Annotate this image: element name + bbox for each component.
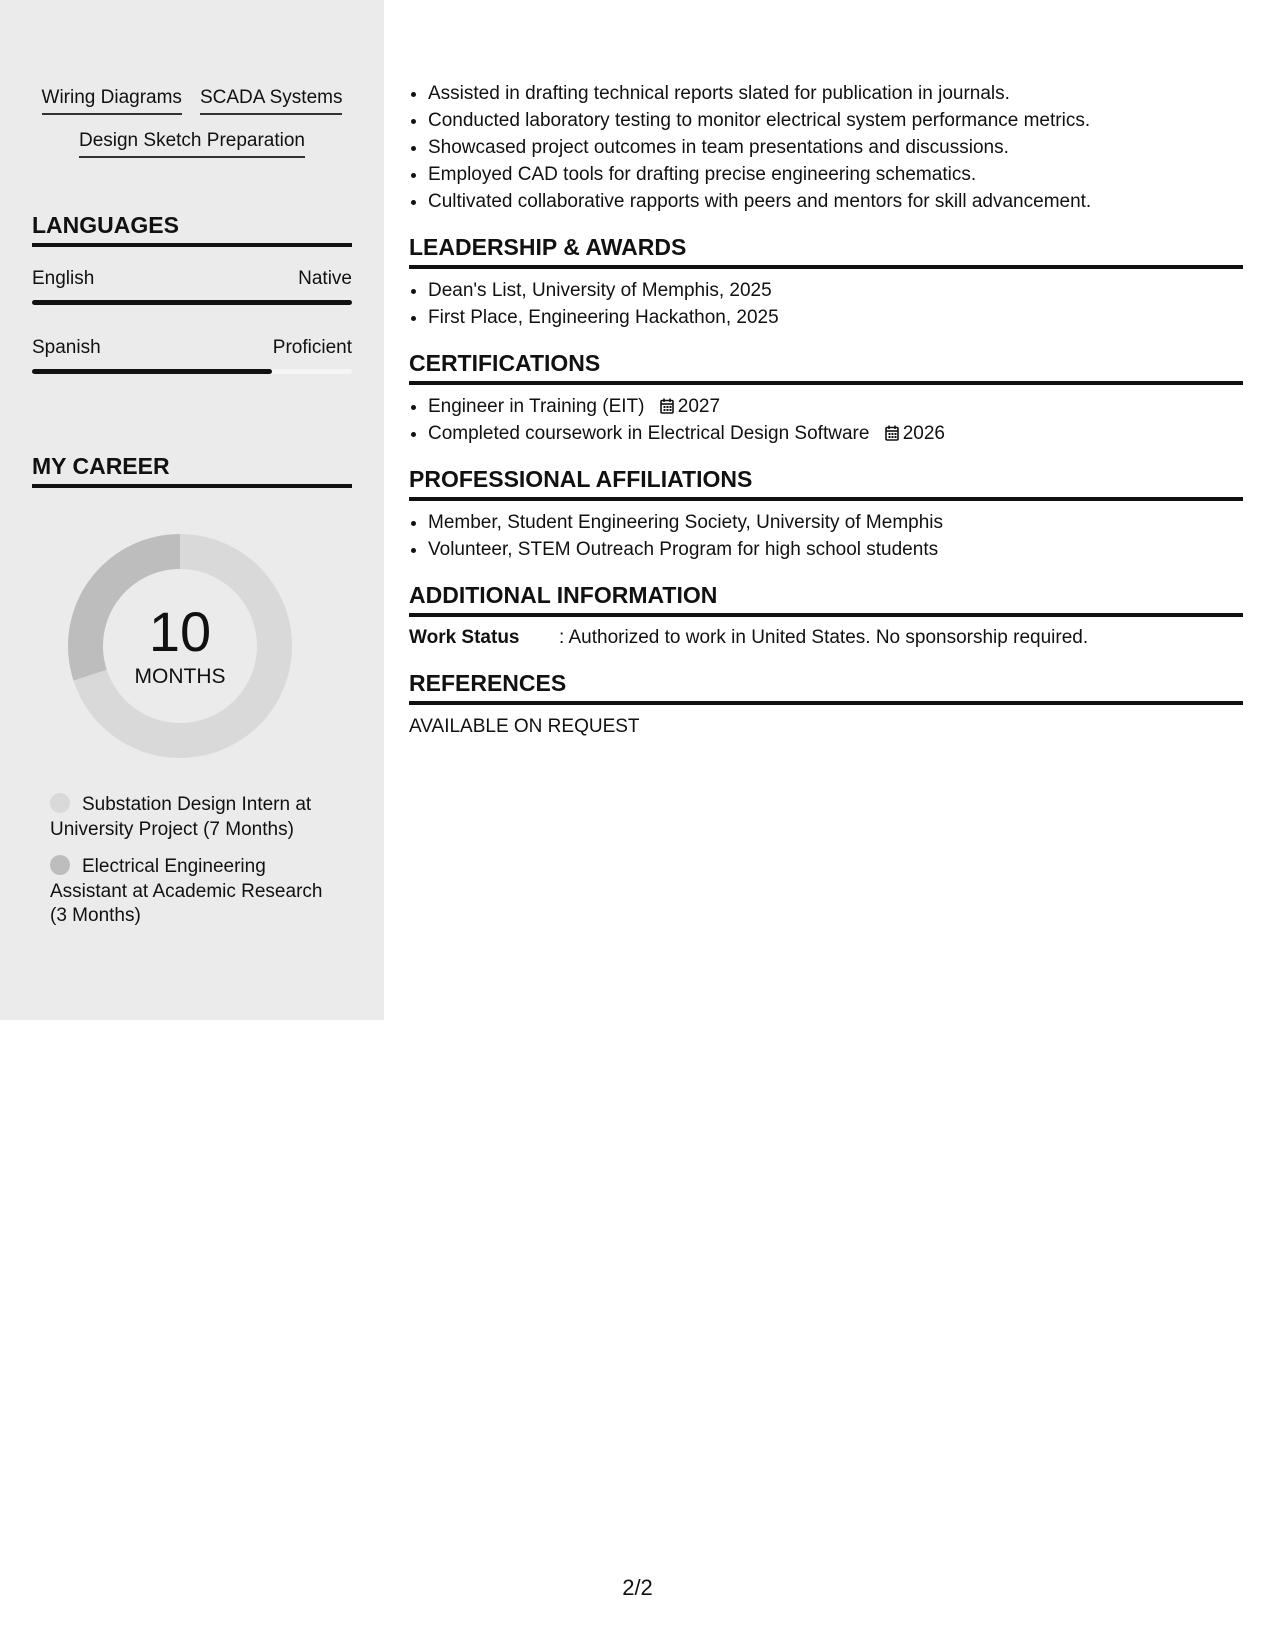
work-status-label: Work Status	[409, 627, 520, 648]
work-status-row	[409, 625, 1243, 651]
language-row-english	[32, 267, 352, 291]
skill-tag: Design Sketch Preparation	[79, 129, 305, 158]
career-total	[66, 600, 294, 690]
list-item	[428, 420, 1243, 447]
work-status-value: : Authorized to work in United States. No sponsorship required.	[559, 627, 1089, 648]
legend-dot-icon	[50, 855, 70, 875]
certifications-list	[409, 393, 1243, 447]
list-item	[428, 393, 1243, 420]
legend-text: Substation Design Intern at University Project (7 Months)	[50, 794, 312, 840]
list-item: • Employed CAD tools for drafting precise engineering schematics.	[428, 161, 1243, 188]
language-name: English	[32, 268, 95, 289]
experience-bullets	[409, 80, 1243, 215]
additional-info-heading: ADDITIONAL INFORMATION	[409, 581, 1243, 617]
main-content	[409, 80, 1243, 741]
list-item: • First Place, Engineering Hackathon, 2025	[428, 304, 1243, 331]
certification-year: 2026	[902, 423, 945, 444]
list-item: • Conducted laboratory testing to monitor electrical system performance metrics.	[428, 107, 1243, 134]
list-item: • Showcased project outcomes in team presentations and discussions.	[428, 134, 1243, 161]
skill-tag: Wiring Diagrams	[42, 86, 182, 115]
leadership-list	[409, 277, 1243, 331]
calendar-icon	[660, 398, 674, 414]
affiliations-list	[409, 509, 1243, 563]
legend-item	[50, 793, 335, 842]
list-item: • Dean's List, University of Memphis, 2025	[428, 277, 1243, 304]
career-legend	[50, 793, 335, 942]
page-number: 2/2	[622, 1575, 653, 1600]
list-item: • Volunteer, STEM Outreach Program for high school students	[428, 536, 1243, 563]
legend-item	[50, 855, 335, 929]
certification-name: Completed coursework in Electrical Design Software	[428, 423, 870, 444]
list-item: • Assisted in drafting technical reports slated for publication in journals.	[428, 80, 1243, 107]
language-level: Native	[298, 268, 352, 289]
references-text: AVAILABLE ON REQUEST	[409, 716, 640, 737]
language-bar-english	[32, 300, 352, 305]
language-level: Proficient	[272, 337, 352, 358]
language-bar-fill	[32, 300, 352, 305]
certification-year: 2027	[677, 396, 721, 417]
language-bar-spanish	[32, 369, 352, 374]
language-row-spanish	[32, 336, 352, 360]
skills-list	[32, 86, 352, 158]
certifications-heading: CERTIFICATIONS	[409, 349, 1243, 385]
career-heading: MY CAREER	[32, 452, 352, 488]
language-bar-fill	[32, 369, 272, 374]
list-item: • Cultivated collaborative rapports with peers and mentors for skill advancement.	[428, 188, 1243, 215]
leadership-heading: LEADERSHIP & AWARDS	[409, 233, 1243, 269]
certification-name: Engineer in Training (EIT)	[428, 396, 645, 417]
career-total-value: 10	[148, 600, 212, 663]
list-item: • Member, Student Engineering Society, University of Memphis	[428, 509, 1243, 536]
legend-text: Electrical Engineering Assistant at Academic Research (3 Months)	[50, 856, 323, 926]
skill-tag: SCADA Systems	[200, 86, 343, 115]
calendar-icon	[885, 425, 899, 441]
sidebar	[0, 0, 384, 1020]
languages-heading: LANGUAGES	[32, 211, 352, 247]
legend-dot-icon	[50, 793, 70, 813]
references-heading: REFERENCES	[409, 669, 1243, 705]
career-total-unit: MONTHS	[134, 665, 226, 688]
affiliations-heading: PROFESSIONAL AFFILIATIONS	[409, 465, 1243, 501]
language-name: Spanish	[32, 337, 101, 358]
